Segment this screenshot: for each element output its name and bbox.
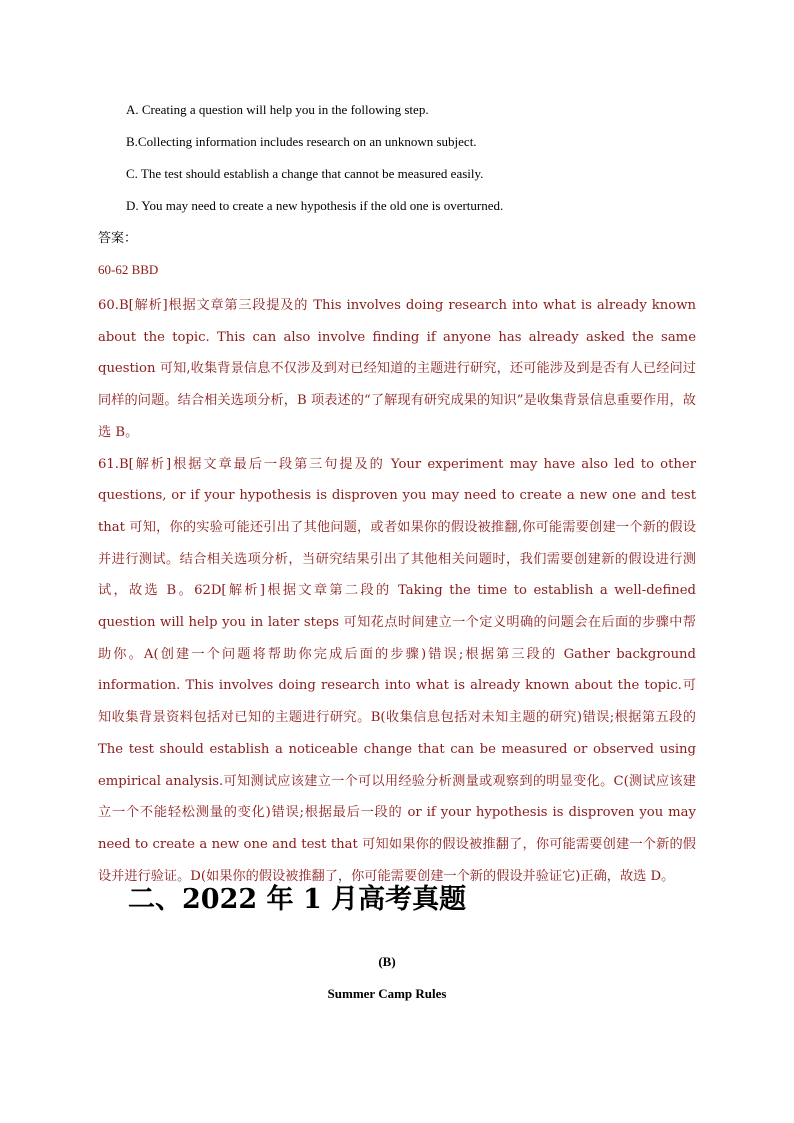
option-c: C. The test should establish a change that cannot be measured easily. [126, 166, 484, 181]
option-d: D. You may need to create a new hypothesis if the old one is overturned. [126, 198, 504, 213]
explanation-block [98, 290, 696, 892]
explanation-60: 60.B[解析]根据文章第三段提及的 This involves doing research into what is already known about the topic. This can also involve finding if anyone has already asked the same question 可知,收集背景信息不仅涉及到对已经知道的主题进行研究，还可能涉及到是否有人已经问过同样的问题。结合相关选项分析，B 项表述的“了解现有研究成果的知识”是收集背景信息重要作用，故选 B。 [98, 298, 696, 440]
passage-label: (B) [378, 954, 396, 969]
section-title: 二、2022 年 1 月高考真题 [128, 884, 467, 915]
answer-key: 60-62 BBD [98, 262, 159, 277]
explanation-61-62: 61.B[解析]根据文章最后一段第三句提及的 Your experiment may have also led to other questions, or if your hypothesis is disproven you may need to create a new one and test that 可知，你的实验可能还引出了其他问题，或者如果你的假设被推翻,你可能需要创建一个新的假设并进行测试。结合相关选项分析，当研究结果引出了其他相关问题时，我们需要创建新的假设进行测试，故选 B。62D[解析]根据文章第二段的 Taking the time to establish a well-defined question will help you in later steps 可知花点时间建立一个定义明确的问题会在后面的步骤中帮助你。A(创建一个问题将帮助你完成后面的步骤)错误;根据第三段的 Gather background information. This involves doing research into what is already known about the topic.可知收集背景资料包括对已知的主题进行研究。B(收集信息包括对未知主题的研究)错误;根据第五段的 The test should establish a noticeable change that can be measured or observed using empirical analysis.可知测试应该建立一个可以用经验分析测量或观察到的明显变化。C(测试应该建立一个不能轻松测量的变化)错误;根据最后一段的 or if your hypothesis is disproven you may need to create a new one and test that 可知如果你的假设被推翻了，你可能需要创建一个新的假设并进行验证。D(如果你的假设被推翻了，你可能需要创建一个新的假设并验证它)正确，故选 D。 [98, 456, 696, 884]
answer-label: 答案： [98, 231, 138, 246]
option-a: A. Creating a question will help you in the following step. [126, 102, 429, 117]
passage-title: Summer Camp Rules [327, 986, 447, 1001]
option-b: B.Collecting information includes research on an unknown subject. [126, 134, 477, 149]
